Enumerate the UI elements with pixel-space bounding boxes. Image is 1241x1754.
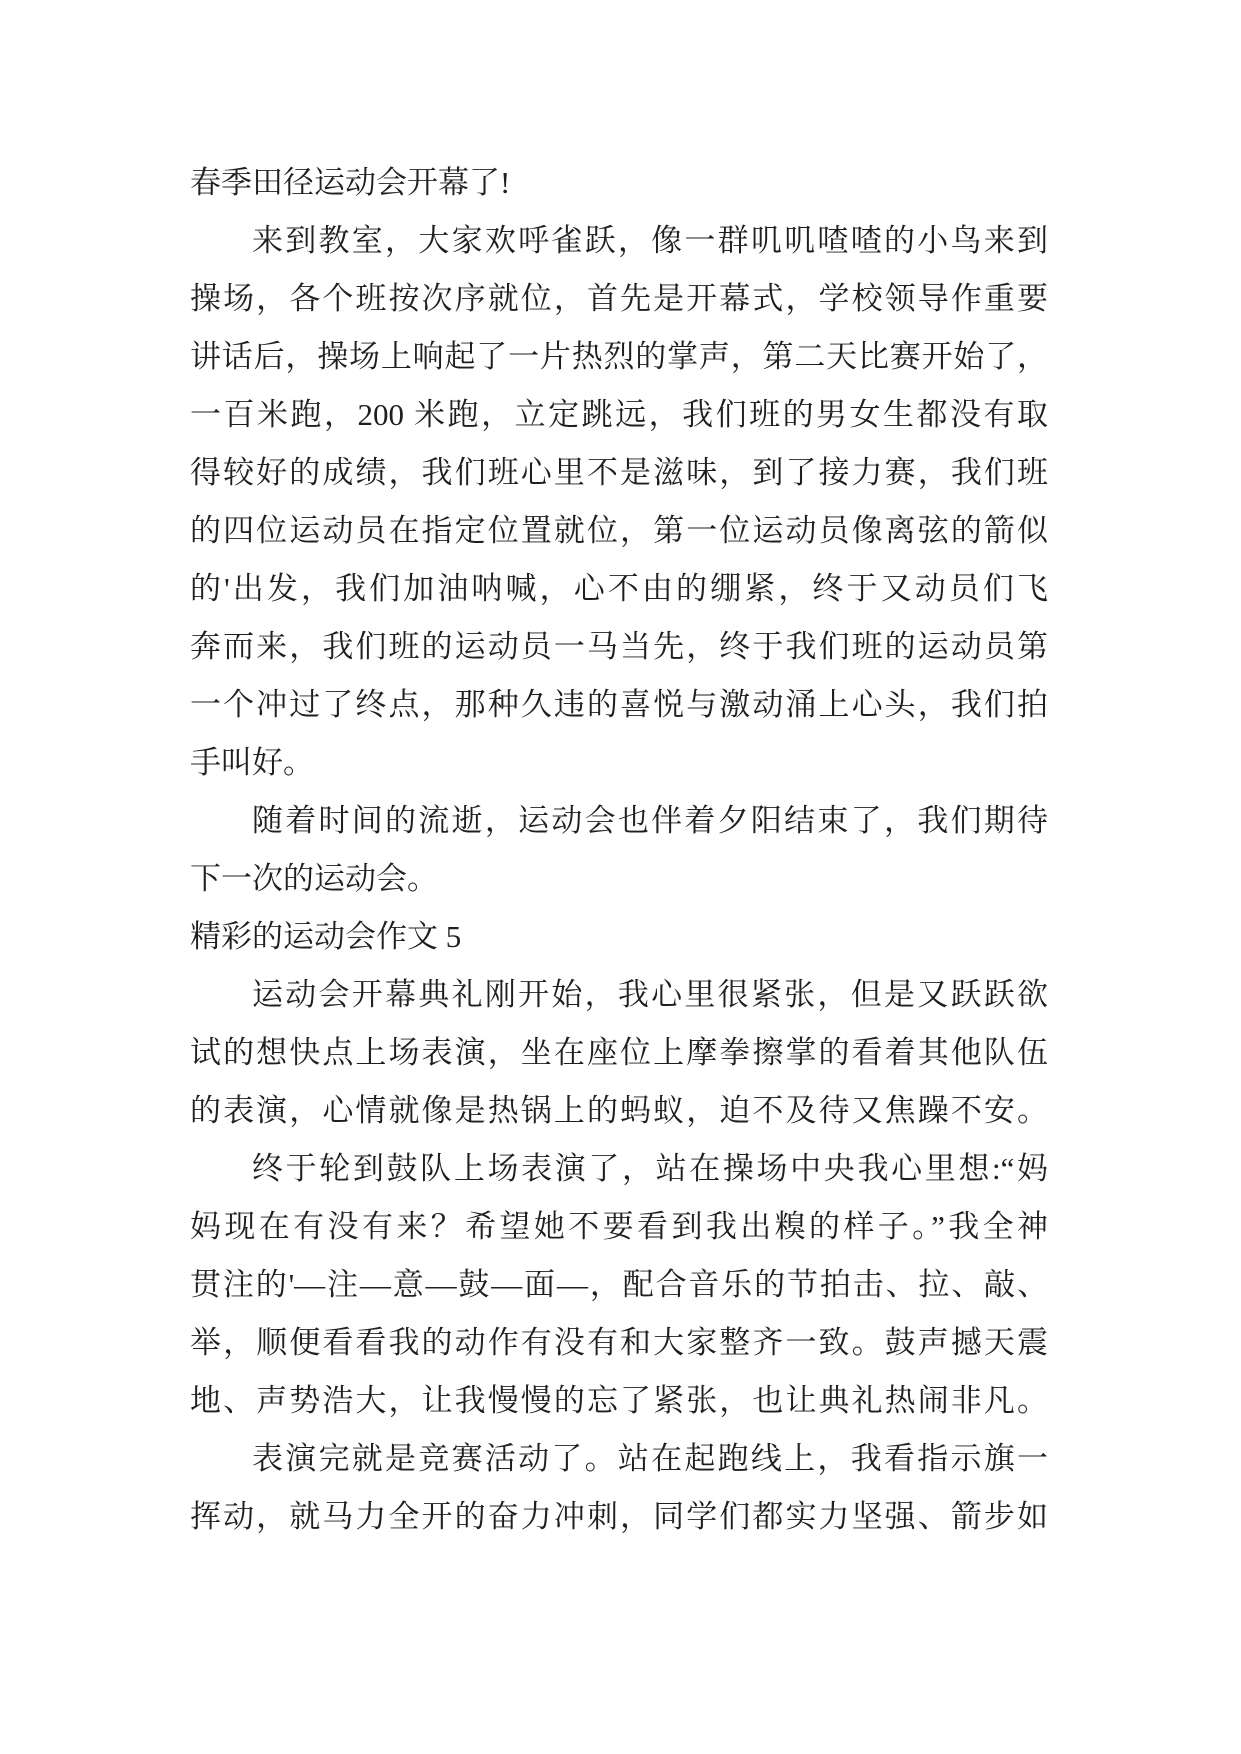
document-body <box>190 154 1048 1546</box>
text-line: 表演完就是竞赛活动了。站在起跑线上，我看指示旗一 <box>252 1441 1048 1476</box>
text-line: 一个冲过了终点，那种久违的喜悦与激动涌上心头，我们拍 <box>190 687 1048 722</box>
text-line: 的四位运动员在指定位置就位，第一位运动员像离弦的箭似 <box>190 513 1048 548</box>
text-line: 奔而来，我们班的运动员一马当先，终于我们班的运动员第 <box>190 629 1048 664</box>
text-line: 举，顺便看看我的动作有没有和大家整齐一致。鼓声撼天震 <box>190 1325 1048 1360</box>
heading-line: 精彩的运动会作文 5 <box>190 919 462 954</box>
text-line: 讲话后，操场上响起了一片热烈的掌声，第二天比赛开始了， <box>190 339 1048 374</box>
text-line: 手叫好。 <box>190 745 314 780</box>
text-line: 运动会开幕典礼刚开始，我心里很紧张，但是又跃跃欲 <box>252 977 1048 1012</box>
text-line: 的表演，心情就像是热锅上的蚂蚁，迫不及待又焦躁不安。 <box>190 1093 1048 1128</box>
text-line: 来到教室，大家欢呼雀跃，像一群叽叽喳喳的小鸟来到 <box>252 223 1048 258</box>
text-line: 妈现在有没有来？希望她不要看到我出糗的样子。”我全神 <box>190 1209 1048 1244</box>
text-line: 贯注的'—注—意—鼓—面—，配合音乐的节拍击、拉、敲、 <box>190 1267 1048 1302</box>
text-line: 挥动，就马力全开的奋力冲刺，同学们都实力坚强、箭步如 <box>190 1499 1048 1534</box>
text-line: 得较好的成绩，我们班心里不是滋味，到了接力赛，我们班 <box>190 455 1048 490</box>
text-line: 操场，各个班按次序就位，首先是开幕式，学校领导作重要 <box>190 281 1048 316</box>
text-line: 一百米跑，200 米跑，立定跳远，我们班的男女生都没有取 <box>190 397 1048 432</box>
text-line: 下一次的运动会。 <box>190 861 438 896</box>
text-line: 终于轮到鼓队上场表演了，站在操场中央我心里想:“妈 <box>252 1151 1048 1186</box>
text-line: 地、声势浩大，让我慢慢的忘了紧张，也让典礼热闹非凡。 <box>190 1383 1048 1418</box>
heading-line: 春季田径运动会开幕了! <box>190 165 511 200</box>
text-line: 随着时间的流逝，运动会也伴着夕阳结束了，我们期待 <box>252 803 1048 838</box>
text-line: 试的想快点上场表演，坐在座位上摩拳擦掌的看着其他队伍 <box>190 1035 1048 1070</box>
text-line: 的'出发，我们加油呐喊，心不由的绷紧，终于又动员们飞 <box>190 571 1048 606</box>
